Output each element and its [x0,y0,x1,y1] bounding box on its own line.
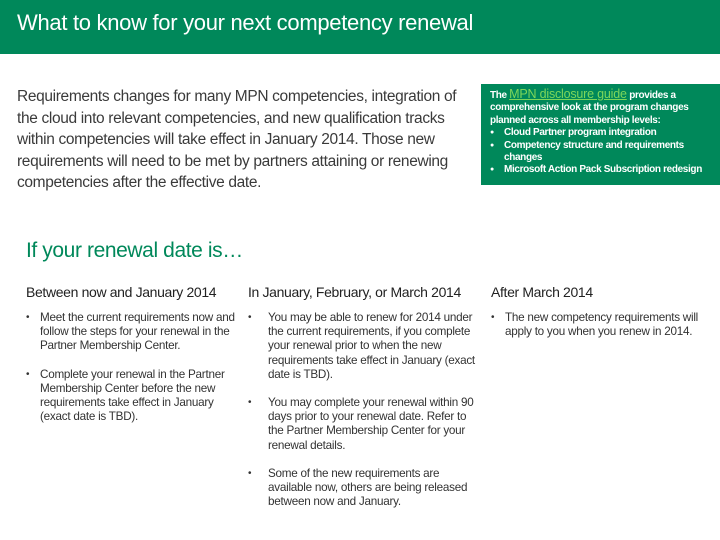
disclosure-guide-callout [481,84,720,185]
intro-paragraph: Requirements changes for many MPN competencies, integration of the cloud into relevant competencies, and new qualification tracks within competencies will take effect in January 2014. Those new requirements will need to be met by partners attaining or renewing competencies after the effective date. [17,88,457,191]
mpn-disclosure-guide-link[interactable]: MPN disclosure guide [509,87,627,101]
column-heading: In January, February, or March 2014 [248,284,461,300]
callout-text [490,88,710,127]
list-item: • Meet the current requirements now and follow the steps for your renewal in the Partner Membership Center. [26,311,238,354]
title-banner [0,0,720,54]
column-list [248,311,476,509]
callout-list-item: ● Microsoft Action Pack Subscription redesign [490,164,710,176]
renewal-column-after-march [491,284,711,353]
callout-prefix: The [490,90,507,101]
renewal-column-jan-to-mar [248,284,476,523]
list-item: • Complete your renewal in the Partner Membership Center before the new requirements take effect in January (exact date is TBD). [26,368,238,425]
column-heading: Between now and January 2014 [26,284,217,300]
callout-list [490,127,710,177]
renewal-section-heading: If your renewal date is… [26,239,243,262]
list-item: • You may complete your renewal within 90 days prior to your renewal date. Refer to the Partner Membership Center for your renewal details. [248,396,476,453]
list-item: • Some of the new requirements are available now, others are being released between now and January. [248,467,476,510]
column-list [491,311,711,339]
list-item: • The new competency requirements will apply to you when you renew in 2014. [491,311,711,339]
callout-list-item: ● Cloud Partner program integration [490,127,710,139]
renewal-column-now-to-january [26,284,238,438]
callout-list-item: ● Competency structure and requirements changes [490,140,710,165]
column-heading: After March 2014 [491,284,593,300]
page-title: What to know for your next competency renewal [17,10,474,35]
callout-suffix: provides a comprehensive look at the program changes planned across all membership levels: [490,90,689,126]
list-item: • You may be able to renew for 2014 under the current requirements, if you complete your renewal prior to when the new requirements take effect in January (exact date is TBD). [248,311,476,382]
column-list [26,311,238,424]
